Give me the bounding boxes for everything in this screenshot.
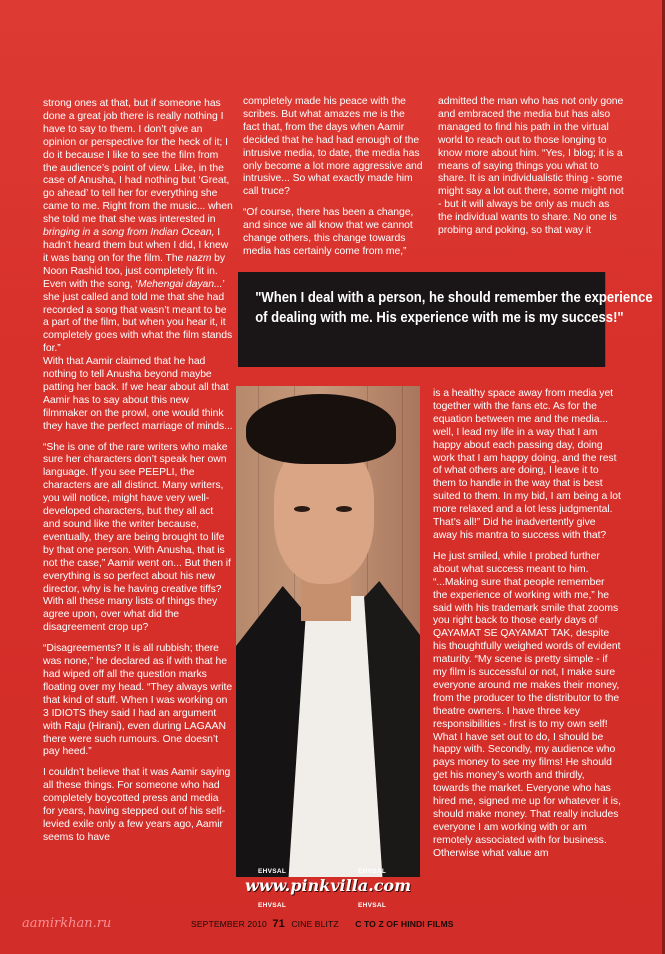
watermark-tag: EHVSAL — [358, 902, 387, 909]
text-column-1 — [43, 98, 233, 853]
paragraph: completely made his peace with the scribes. But what amazes me is the fact that, from the days when Aamir decided that he had had enough of the intrusive media, to date, the media has only become a lot more aggressive and intrusive... So what exactly made him call truce? — [243, 96, 423, 198]
paragraph: is a healthy space away from media yet together with the fans etc. As for the equation between me and the media... well, I lead my life in a way that I am happy about each passing day, doing work that I am happy doing, and the rest of what others are doing, I leave it to them to handle in the way that is best suited to them. In my bid, I am being a lot more relaxed and a lot less judgmental. That’s all!” Did he inadvertently give away his mantra to success with that? — [433, 388, 621, 541]
paragraph: “Of course, there has been a change, and since we all know that we cannot change others, this change towards media has certainly come from me,” — [243, 207, 414, 257]
watermark-tag: EHVSAL — [258, 868, 287, 875]
watermark-tag: EHVSAL — [358, 868, 387, 875]
pull-quote — [238, 272, 653, 367]
section-name: C TO Z OF HINDI FILMS — [355, 919, 454, 929]
paragraph: With that Aamir claimed that he had nothing to tell Anusha beyond maybe patting her back. If we hear about all that Aamir has to say about this new filmmaker on the prowl, one would think they have the perfect marriage of minds... — [43, 356, 233, 432]
watermark-tag: EHVSAL — [258, 902, 287, 909]
text-column-3 — [438, 96, 626, 246]
paragraph: I couldn’t believe that it was Aamir saying all these things. For someone who had completely boycotted press and media for years, having stepped out of his self-levied exile only a few years ago, Aamir seems to have — [43, 767, 231, 843]
text-column-4 — [433, 388, 621, 869]
paragraph: admitted the man who has not only gone and embraced the media but has also managed to find his path in the virtual world to reach out to those longing to know more about him. “Yes, I blog; it is a means of saying things you what to share. It is an individualistic thing - some might say a lot out there, some might not - but it will always be only as much as the individual wants to share. No one is probing and poking, so that way it — [438, 96, 624, 237]
portrait-photo — [236, 386, 420, 877]
paragraph: “She is one of the rare writers who make sure her characters don’t speak her own language. If you see PEEPLI, the characters are all distinct. Many writers, you will notice, might have very well-developed characters, but they all act and sound like the writer because, eventually, they are being brought to life by that one person. With Anusha, that is not the case,” Aamir went on... But then if everything is so perfect about his new director, why is he having creative tiffs? With all these many lists of things they agree upon, over what did the disagreement crop up? — [43, 441, 231, 634]
paragraph: “Disagreements? It is all rubbish; there was none,” he declared as if with that he had wiped off all the question marks floating over my head. “They always write that kind of stuff. When I was working on 3 IDIOTS they said I had an argument with Raju (Hirani), even during LAGAAN there were such rumours. One doesn’t pay heed.” — [43, 643, 233, 758]
pull-quote-text: "When I deal with a person, he should remember the experience of dealing with me. His experience with me is my success!" — [255, 289, 653, 326]
text-column-2 — [243, 96, 423, 267]
page-footer — [191, 918, 454, 932]
site-watermark: aamirkhan.ru — [22, 916, 112, 931]
watermark-site: www.pinkvilla.com — [244, 876, 412, 895]
paragraph: He just smiled, while I probed further about what success meant to him. “...Making sure that people remember the experience of working with me,” he said with his trademark smile that zooms you right back to those early days of QAYAMAT SE QAYAMAT TAK, despite his thoughtfully weighed words of evident maturity. “My scene is pretty simple - if my film is successful or not, I make sure everyone around me makes their money, from the producer to the distributor to the theatre owners. I have three key responsibilities - first is to my own self! What I have set out to do, I should be happy with. Secondly, my audience who pays money to see my films! He should get his money’s worth and thirdly, towards the market. Everyone who has hired me, signed me up for whatever it is, should make money. That really includes everyone I am working with or am remotely associated with for business. Otherwise what value am — [433, 550, 621, 859]
footer-date: SEPTEMBER 2010 — [191, 919, 267, 929]
page-number: 71 — [272, 918, 285, 930]
paragraph: strong ones at that, but if someone has done a great job there is really nothing I have to say to them. I don’t give an opinion or perspective for the heck of it; I do it because I like to see the film from the audience’s point of view. Like, in the case of Anusha, I had nothing but ‘Great, go ahead’ to tell her for everything she came to me. Right from the music... when she told me that she was interested in bringing in a song from Indian Ocean, I hadn’t heard them but when I did, I knew it was bang on for the film. The nazm by Noon Rashid too, just completely fit in. Even with the song, ‘Mehengai dayan...’ she just called and told me that she had recorded a song that wasn’t meant to be a part of the film, but when you hear it, it completely goes with what the film stands for.” — [43, 98, 233, 355]
magazine-name: CINE BLITZ — [291, 919, 339, 929]
